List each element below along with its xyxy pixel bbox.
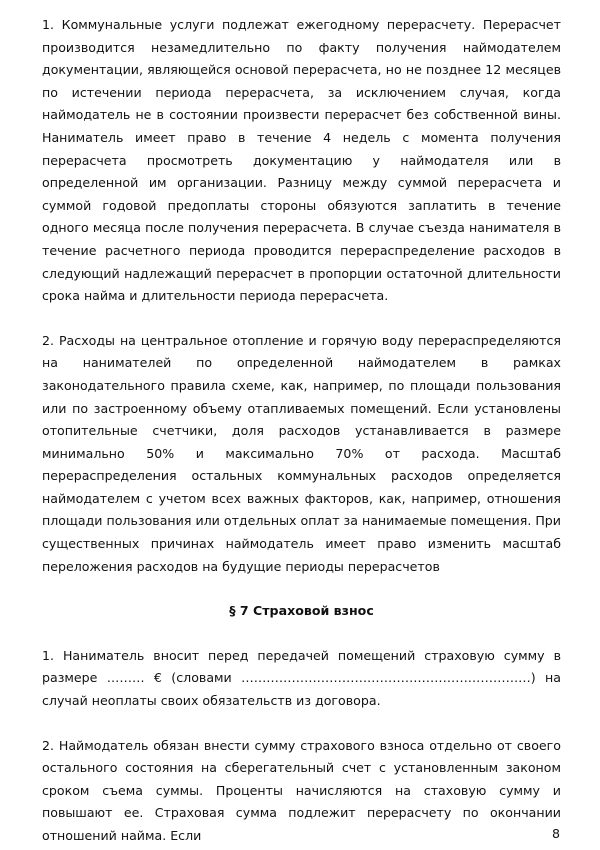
paragraph-utilities-recalculation: 1. Коммунальные услуги подлежат ежегодному перерасчету. Перерасчет производится незамедлительно по факту получения наймодателем документации, являющейся основой перерасчета, но не позднее 12 месяцев по истечении периода перерасчета, за исключением случая, когда наймодатель не в состоянии произвести перерасчет без собственной вины. Наниматель имеет право в течение 4 недель с момента получения перерасчета просмотреть документацию у наймодателя или в определенной им организации. Разницу между суммой перерасчета и суммой годовой предоплаты стороны обязуются заплатить в течение одного месяца после получения перерасчета. В случае съезда нанимателя в течение расчетного периода проводится перераспределение расходов в следующий надлежащий перерасчет в пропорции остаточной длительности срока найма и длительности периода перерасчета. [42,17,561,304]
paragraph-deposit-amount: 1. Наниматель вносит перед передачей помещений страховую сумму в размере ……… € (словами ……………………………………………………………) на случай неоплаты своих обязательств из договора. [42,647,561,709]
section-title: § 7 Страховой взнос [229,603,374,619]
paragraph-deposit-account: 2. Наймодатель обязан внести сумму страхового взноса отдельно от своего остального состояния на сберегательный счет с установленным законом сроком съема суммы. Проценты начисляются на стаховую сумму и повышают ее. Страховая сумма подлежит перерасчету по окончании отношений найма. Если [42,737,561,843]
document-page [42,14,561,848]
paragraph-heating-costs: 2. Расходы на центральное отопление и горячую воду перераспределяются на нанимателей по определенной наймодателем в рамках законодательного правила схеме, как, например, по площади пользования или по застроенному объему отапливаемых помещений. Если установлены отопительные счетчики, доля расходов устанавливается в размере минимально 50% и максимально 70% от расхода. Масштаб перераспределения остальных коммунальных расходов определяется наймодателем с учетом всех важных факторов, как, например, отношения площади пользования или отдельных оплат за нанимаемые помещения. При существенных причинах наймодатель имеет право изменить масштаб переложения расходов на будущие периоды перерасчетов [42,332,561,574]
page-number: 8 [551,826,560,841]
